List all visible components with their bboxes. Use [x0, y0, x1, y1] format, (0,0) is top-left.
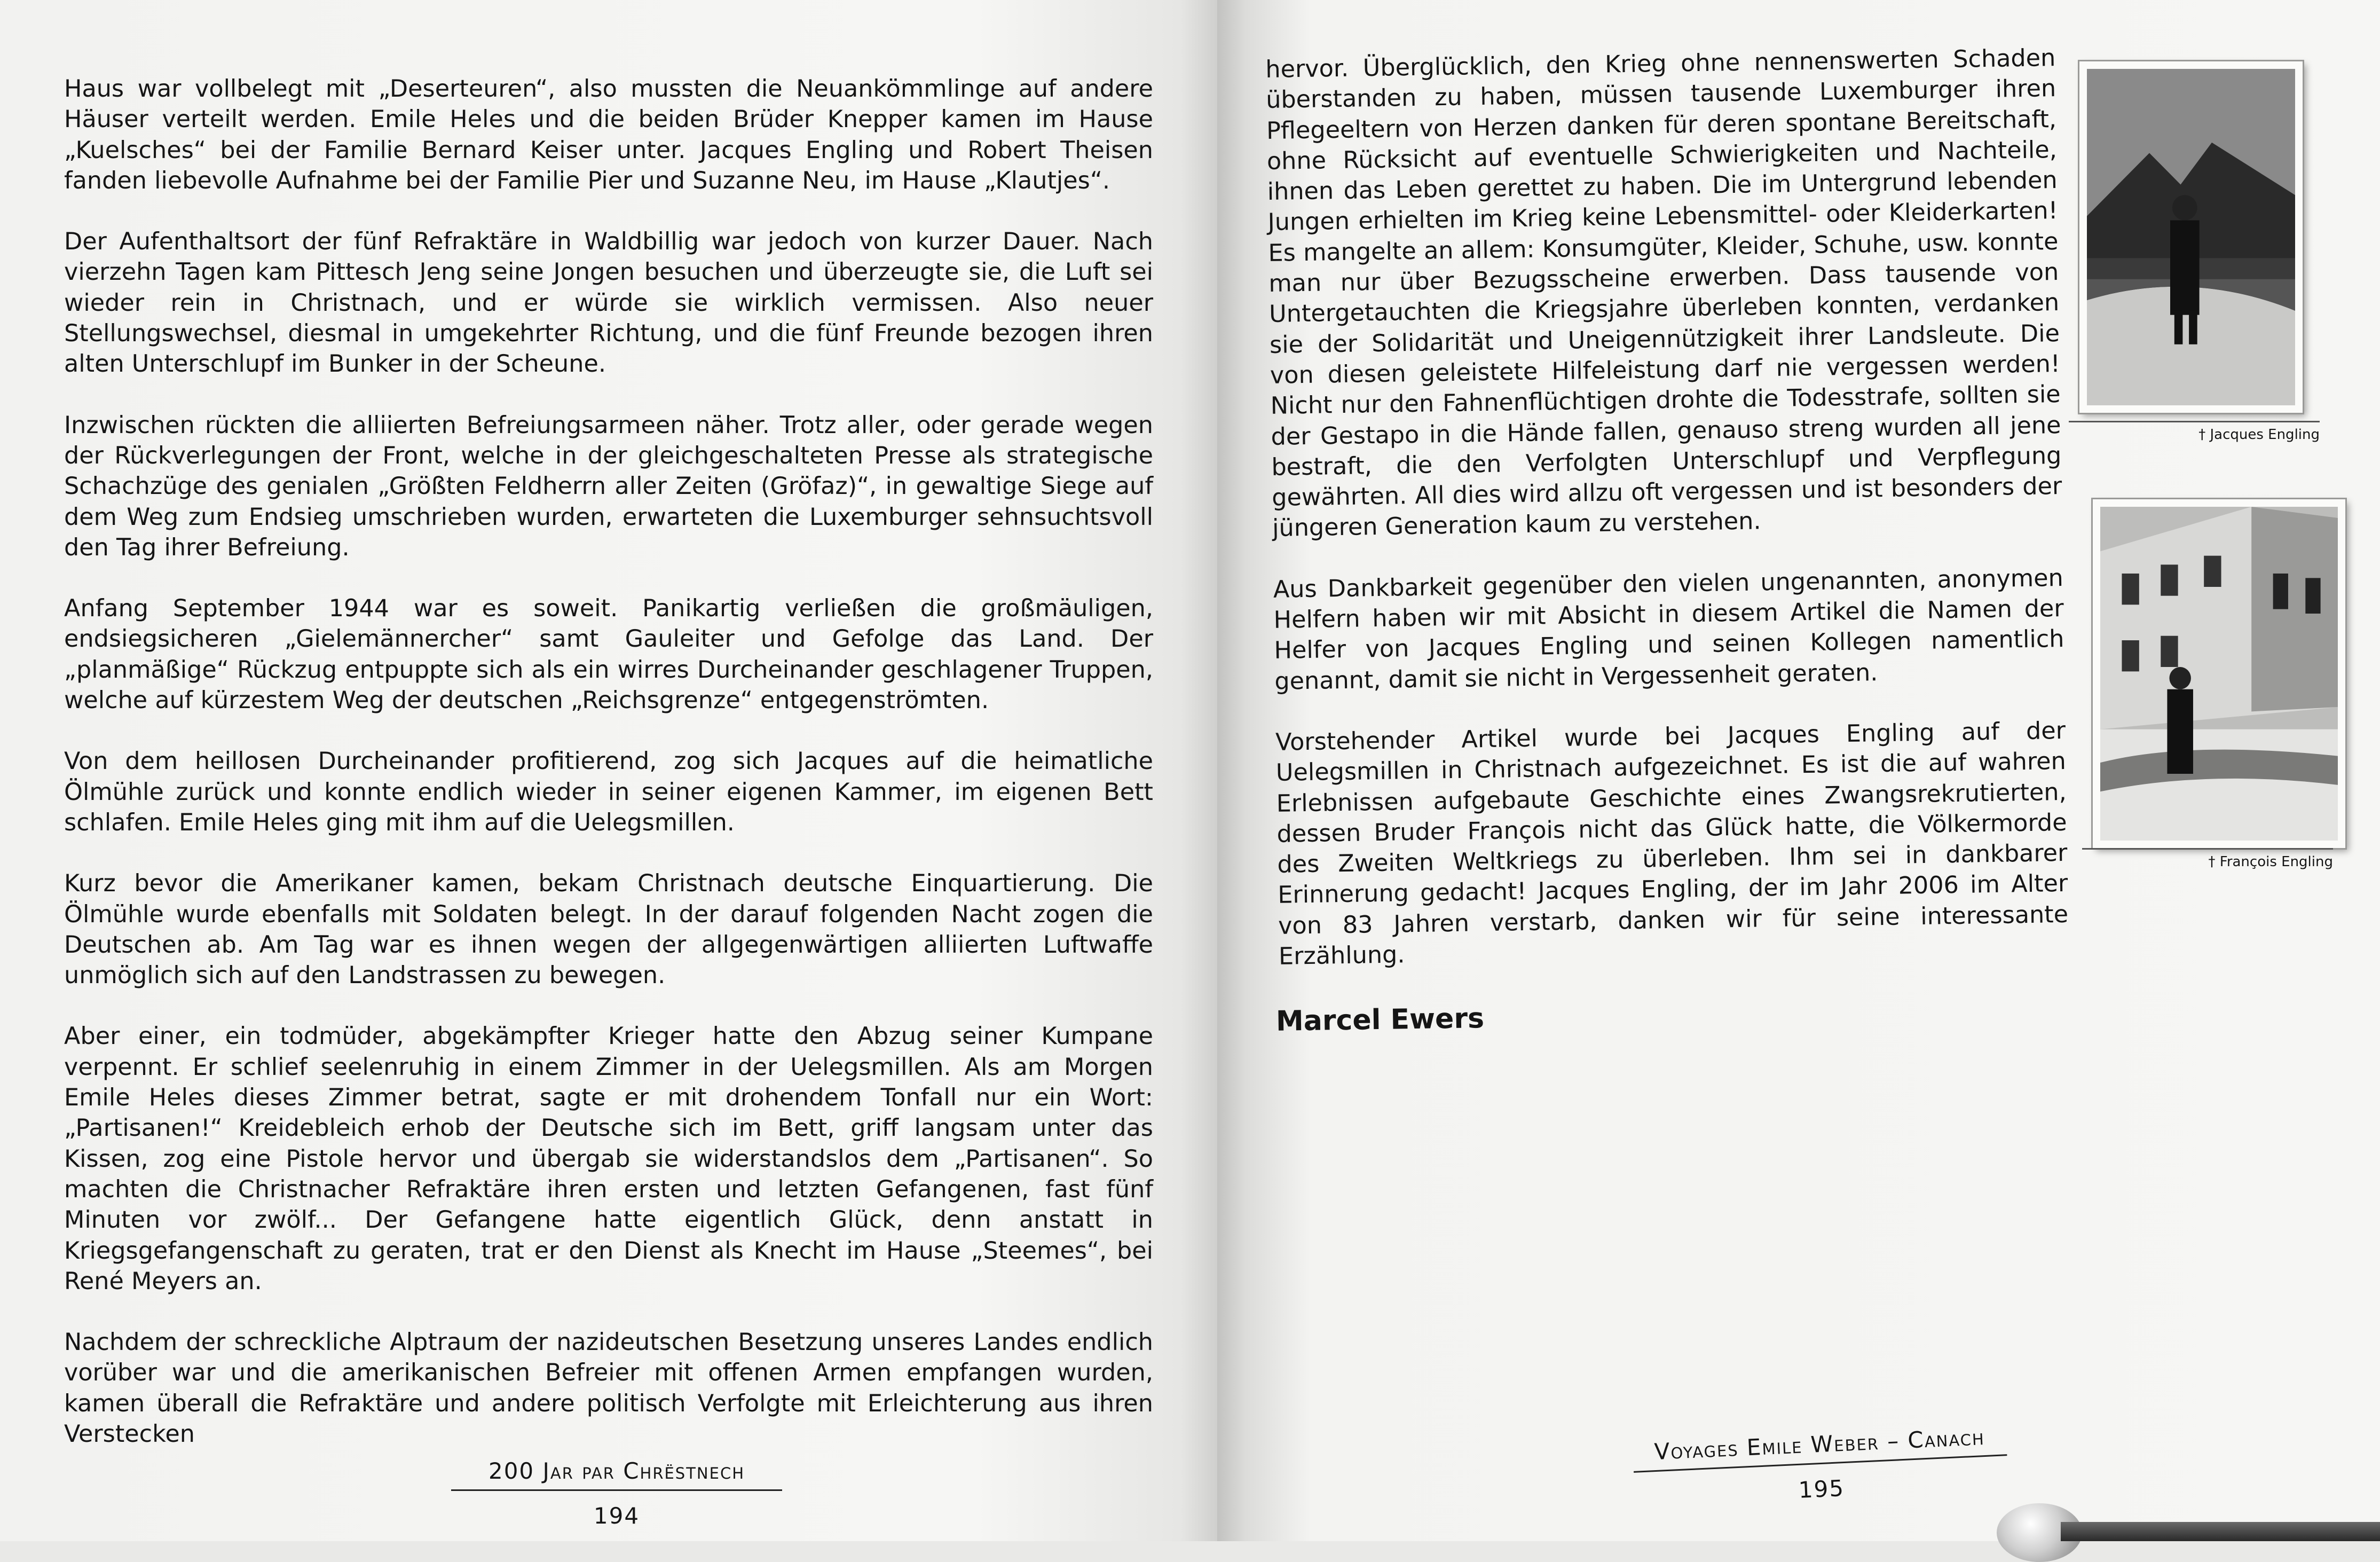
paragraph: Kurz bevor die Amerikaner kamen, bekam Christnach deutsche Einquartierung. Die Ölmühle wurde ebenfalls mit Soldaten belegt. In der darauf folgenden Nacht zogen die Deutschen ab. Am Tag war es ihnen wegen der allgegenwärtigen alliierten Luftwaffe unmöglich sich auf den Landstrassen zu bewegen. [64, 870, 1153, 990]
paragraph: Aber einer, ein todmüder, abgekämpfter Krieger hatte den Abzug seiner Kumpane verpennt. Er schlief seelenruhig in einem Zimmer in der Uelegsmillen. Als am Morgen Emile Heles dieses Zimmer betrat, sagte er mit drohendem Tonfall nur ein Wort: „Partisanen!“ Kreidebleich erhob der Deutsche sich im Bett, griff langsam unter das Kissen, zog eine Pistole hervor und übergab sie widerstandslos dem „Partisanen“. So machten die Christnacher Refraktäre ihren ersten und letzten Gefangenen, fast fünf Minuten vor zwölf... Der Gefangene hatte eigentlich Glück, denn anstatt in Kriegsgefangenschaft zu geraten, trat er den Dienst als Knecht im Hause „Steemes“, bei René Meyers an. [64, 1023, 1153, 1295]
paragraph: Aus Dankbarkeit gegenüber den vielen ungenannten, anonymen Helfern haben wir mit Absicht in diesem Artikel die Namen der Helfer von Jacques Engling und seinen Kollegen namentlich genannt, damit sie nicht in Vergessenheit geraten. [1273, 564, 2064, 695]
paragraph: hervor. Überglücklich, den Krieg ohne nennenswerten Schaden überstanden zu haben, müssen tausende Luxemburger ihren Pflegeeltern von Herzen danken für deren spontane Bereitschaft, ohne Rücksicht auf eventuelle Schwierigkeiten und Nachteile, ihnen das Leben gerettet zu haben. Die im Untergrund lebenden Jungen erhielten im Krieg keine Lebensmittel- oder Kleiderkarten! Es mangelte an allem: Konsumgüter, Kleider, Schuhe, usw. konnte man nur über Bezugsscheine erwerben. Dass tausende von Untergetauchten die Kriegsjahre überleben konnten, verdanken sie der Solidarität und Uneigennützigkeit ihrer Landsleute. Die von diesen geleistete Hilfeleistung darf nie vergessen werden! Nicht nur den Fahnenflüchtigen drohte die Todesstrafe, sollten sie der Gestapo in die Hände fallen, genauso streng wurden all jene bestraft, die den Verfolgten Unterschlupf und Verpflegung gewährten. All dies wird allzu oft vergessen und ist besonders der jüngeren Generation kaum zu verstehen. [1265, 44, 2062, 543]
left-page-footer [451, 1458, 782, 1529]
paragraph: Inzwischen rückten die alliierten Befreiungsarmeen näher. Trotz aller, oder gerade wegen der Rückverlegungen der Front, welche in der gleichgeschalteten Presse als strategische Schachzüge des genialen „Größten Feldherrn aller Zeiten (Gröfaz)“, in gewaltige Siege auf dem Weg zum Endsieg umschrieben wurden, erwarteten die Luxemburger sehnsuchtsvoll den Tag ihrer Befreiung. [64, 411, 1153, 561]
paragraph: Vorstehender Artikel wurde bei Jacques Engling auf der Uelegsmillen in Christnach aufgezeichnet. Es ist die auf wahren Erlebnissen aufgebaute Geschichte eines Zwangsrekrutierten, dessen Bruder François nicht das Glück hatte, die Völkermorde des Zweiten Weltkriegs zu überleben. Ihm sei in dankbarer Erinnerung gedacht! Jacques Engling, der im Jahr 2006 im Alter von 83 Jahren verstarb, danken wir für seine interessante Erzählung. [1275, 717, 2069, 970]
photo-francois-engling [2093, 499, 2345, 848]
left-page-body [64, 74, 1153, 1480]
author-name: Marcel Ewers [1275, 1002, 1485, 1038]
paragraph: Haus war vollbelegt mit „Deserteuren“, also mussten die Neuankömmlinge auf andere Häuser verteilt werden. Emile Heles und die beiden Brüder Knepper kamen im Hause „Kuelsches“ bei der Familie Bernard Keiser unter. Jacques Engling und Robert Theisen fanden liebevolle Aufnahme bei der Familie Pier und Suzanne Neu, im Hause „Klautjes“. [64, 75, 1153, 194]
photo-caption: † François Engling [2082, 848, 2333, 870]
page-number: 194 [593, 1503, 640, 1529]
paragraph: Anfang September 1944 war es soweit. Panikartig verließen die großmäuligen, endsiegsicheren „Gielemännercher“ samt Gauleiter und Gefolge das Land. Der „planmäßige“ Rückzug entpuppte sich als ein wirres Durcheinander geschlagener Truppen, welche auf kürzestem Weg der deutschen „Reichsgrenze“ entgegenströmten. [64, 595, 1153, 715]
paragraph: Nachdem der schreckliche Alptraum der nazideutschen Besetzung unseres Landes endlich vorüber war und die amerikanischen Befreier mit offenen Armen empfangen wurden, kamen überall die Refraktäre und andere politisch Verfolgte mit Erleichterung aus ihren Verstecken [64, 1329, 1153, 1448]
running-title: 200 Jar par Chrëstnech [451, 1458, 782, 1491]
photo-jacques-engling [2079, 61, 2303, 413]
right-page-body [1265, 43, 2069, 1002]
photo-caption: † Jacques Engling [2069, 421, 2320, 443]
paragraph: Der Aufenthaltsort der fünf Refraktäre in Waldbillig war jedoch von kurzer Dauer. Nach vierzehn Tagen kam Pittesch Jeng seine Jongen besuchen und überzeugte sie, die Luft sei wieder rein in Christnach, und er würde sie wirklich vermissen. Also neuer Stellungswechsel, diesmal in umgekehrter Richtung, und die fünf Freunde bezogen ihren alten Unterschlupf im Bunker in der Scheune. [64, 228, 1153, 378]
page-number: 195 [1798, 1475, 1846, 1503]
running-title: Voyages Emile Weber – Canach [1632, 1423, 2007, 1473]
paragraph: Von dem heillosen Durcheinander profitierend, zog sich Jacques auf die heimatliche Ölmühle zurück und konnte endlich wieder in seiner eigenen Kammer, im eigenen Bett schlafen. Emile Heles ging mit ihm auf die Uelegsmillen. [64, 748, 1153, 836]
page-edge-shadow [2061, 1522, 2380, 1541]
